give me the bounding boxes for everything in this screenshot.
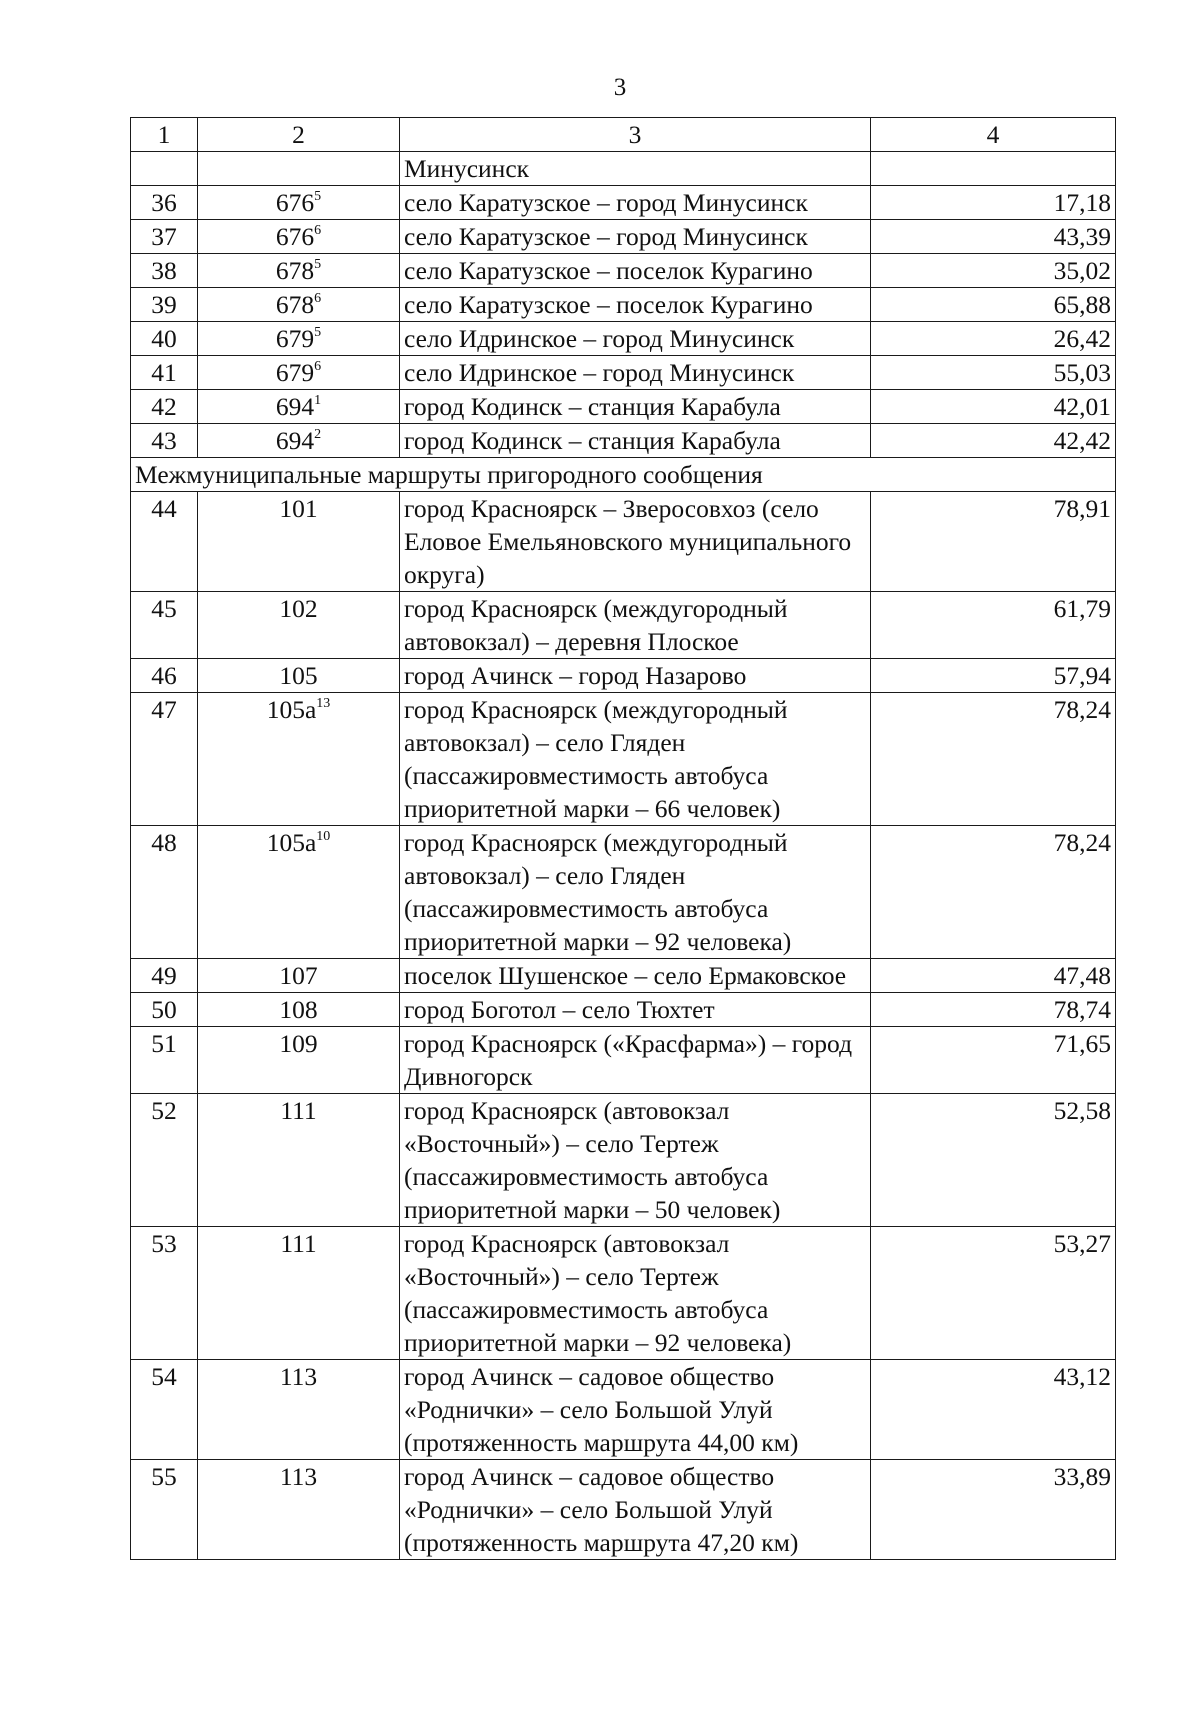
row-number: 36 <box>131 186 198 220</box>
route-superscript: 1 <box>314 393 322 408</box>
route-base: 105а <box>266 828 317 857</box>
route-name: село Каратузское – город Минусинск <box>400 220 871 254</box>
route-number <box>198 1460 400 1560</box>
route-name: село Идринское – город Минусинск <box>400 356 871 390</box>
table-row <box>131 826 1116 959</box>
route-name: город Ачинск – город Назарово <box>400 659 871 693</box>
row-number: 46 <box>131 659 198 693</box>
route-base: 694 <box>275 426 315 455</box>
table-row <box>131 1227 1116 1360</box>
header-cell: 1 <box>131 118 198 152</box>
route-value: 57,94 <box>871 659 1116 693</box>
route-number <box>198 1227 400 1360</box>
route-number <box>198 1027 400 1094</box>
table-row <box>131 592 1116 659</box>
route-base: 102 <box>279 594 318 623</box>
route-value <box>871 152 1116 186</box>
route-number <box>198 1094 400 1227</box>
route-number <box>198 322 400 356</box>
route-superscript: 6 <box>314 291 322 306</box>
route-value: 78,24 <box>871 693 1116 826</box>
route-value: 43,12 <box>871 1360 1116 1460</box>
route-name: город Ачинск – садовое общество «Роднички» – село Большой Улуй (протяженность маршрута 44,00 км) <box>400 1360 871 1460</box>
route-number <box>198 152 400 186</box>
table-row <box>131 1027 1116 1094</box>
route-base: 678 <box>275 256 315 285</box>
route-name: село Каратузское – поселок Курагино <box>400 288 871 322</box>
table-row <box>131 390 1116 424</box>
route-name: село Идринское – город Минусинск <box>400 322 871 356</box>
route-base: 694 <box>275 392 315 421</box>
route-number <box>198 693 400 826</box>
row-number: 43 <box>131 424 198 458</box>
route-superscript: 6 <box>314 359 322 374</box>
row-number: 44 <box>131 492 198 592</box>
route-value: 78,24 <box>871 826 1116 959</box>
table-row <box>131 322 1116 356</box>
route-number <box>198 424 400 458</box>
row-number: 52 <box>131 1094 198 1227</box>
route-value: 33,89 <box>871 1460 1116 1560</box>
row-number: 40 <box>131 322 198 356</box>
route-value: 78,74 <box>871 993 1116 1027</box>
continuation-row <box>131 152 1116 186</box>
route-value: 35,02 <box>871 254 1116 288</box>
route-value: 26,42 <box>871 322 1116 356</box>
route-base: 101 <box>279 494 318 523</box>
route-name: село Каратузское – город Минусинск <box>400 186 871 220</box>
route-base: 676 <box>275 188 315 217</box>
route-base: 676 <box>275 222 315 251</box>
table-row <box>131 1360 1116 1460</box>
route-name: город Кодинск – станция Карабула <box>400 390 871 424</box>
route-number <box>198 220 400 254</box>
table-row <box>131 254 1116 288</box>
route-name: поселок Шушенское – село Ермаковское <box>400 959 871 993</box>
route-value: 47,48 <box>871 959 1116 993</box>
row-number: 49 <box>131 959 198 993</box>
table-row <box>131 356 1116 390</box>
route-name: село Каратузское – поселок Курагино <box>400 254 871 288</box>
route-value: 65,88 <box>871 288 1116 322</box>
route-base: 111 <box>280 1096 317 1125</box>
header-cell: 3 <box>400 118 871 152</box>
route-base: 107 <box>279 961 318 990</box>
row-number <box>131 152 198 186</box>
table-row <box>131 693 1116 826</box>
route-value: 55,03 <box>871 356 1116 390</box>
route-base: 111 <box>280 1229 317 1258</box>
route-superscript: 5 <box>314 257 322 272</box>
row-number: 38 <box>131 254 198 288</box>
route-superscript: 6 <box>314 223 322 238</box>
table-row <box>131 993 1116 1027</box>
table-row <box>131 186 1116 220</box>
row-number: 50 <box>131 993 198 1027</box>
route-name: город Красноярск (автовокзал «Восточный») – село Тертеж (пассажировместимость автобуса приоритетной марки – 50 человек) <box>400 1094 871 1227</box>
route-number <box>198 592 400 659</box>
route-base: 678 <box>275 290 315 319</box>
route-base: 679 <box>275 358 315 387</box>
route-number <box>198 993 400 1027</box>
row-number: 47 <box>131 693 198 826</box>
route-name: город Красноярск – Зверосовхоз (село Еловое Емельяновского муниципального округа) <box>400 492 871 592</box>
route-value: 52,58 <box>871 1094 1116 1227</box>
route-value: 61,79 <box>871 592 1116 659</box>
row-number: 37 <box>131 220 198 254</box>
route-value: 42,42 <box>871 424 1116 458</box>
route-superscript: 13 <box>316 696 331 711</box>
table-row <box>131 424 1116 458</box>
route-name: город Боготол – село Тюхтет <box>400 993 871 1027</box>
route-name: город Красноярск (автовокзал «Восточный») – село Тертеж (пассажировместимость автобуса приоритетной марки – 92 человека) <box>400 1227 871 1360</box>
route-value: 17,18 <box>871 186 1116 220</box>
table-row <box>131 1094 1116 1227</box>
route-value: 43,39 <box>871 220 1116 254</box>
route-base: 109 <box>279 1029 318 1058</box>
route-name: город Красноярск (междугородный автовокзал) – деревня Плоское <box>400 592 871 659</box>
table-row <box>131 959 1116 993</box>
route-name: город Кодинск – станция Карабула <box>400 424 871 458</box>
route-number <box>198 390 400 424</box>
route-base: 679 <box>275 324 315 353</box>
route-value: 78,91 <box>871 492 1116 592</box>
table-row <box>131 220 1116 254</box>
route-superscript: 10 <box>316 829 331 844</box>
table-row <box>131 659 1116 693</box>
route-number <box>198 492 400 592</box>
route-value: 71,65 <box>871 1027 1116 1094</box>
table-row <box>131 1460 1116 1560</box>
route-number <box>198 254 400 288</box>
row-number: 41 <box>131 356 198 390</box>
route-name: город Красноярск (междугородный автовокзал) – село Гляден (пассажировместимость автобуса приоритетной марки – 92 человека) <box>400 826 871 959</box>
route-superscript: 2 <box>314 427 322 442</box>
row-number: 54 <box>131 1360 198 1460</box>
table-row <box>131 288 1116 322</box>
route-superscript: 5 <box>314 325 322 340</box>
table-header-row <box>131 118 1116 152</box>
route-base: 105 <box>279 661 318 690</box>
row-number: 55 <box>131 1460 198 1560</box>
header-cell: 2 <box>198 118 400 152</box>
route-value: 53,27 <box>871 1227 1116 1360</box>
row-number: 42 <box>131 390 198 424</box>
route-number <box>198 1360 400 1460</box>
route-name: город Красноярск (междугородный автовокзал) – село Гляден (пассажировместимость автобуса приоритетной марки – 66 человек) <box>400 693 871 826</box>
row-number: 39 <box>131 288 198 322</box>
route-number <box>198 356 400 390</box>
route-number <box>198 288 400 322</box>
route-base: 113 <box>279 1362 318 1391</box>
route-number <box>198 186 400 220</box>
route-base: 113 <box>279 1462 318 1491</box>
routes-table <box>130 117 1116 1560</box>
section-row <box>131 458 1116 492</box>
section-title: Межмуниципальные маршруты пригородного сообщения <box>131 458 1116 492</box>
route-value: 42,01 <box>871 390 1116 424</box>
row-number: 53 <box>131 1227 198 1360</box>
route-number <box>198 826 400 959</box>
row-number: 45 <box>131 592 198 659</box>
route-name: город Ачинск – садовое общество «Роднички» – село Большой Улуй (протяженность маршрута 47,20 км) <box>400 1460 871 1560</box>
route-number <box>198 659 400 693</box>
route-base: 108 <box>279 995 318 1024</box>
route-base: 105а <box>266 695 317 724</box>
route-number <box>198 959 400 993</box>
row-number: 48 <box>131 826 198 959</box>
route-superscript: 5 <box>314 189 322 204</box>
header-cell: 4 <box>871 118 1116 152</box>
row-number: 51 <box>131 1027 198 1094</box>
table-row <box>131 492 1116 592</box>
page-number: 3 <box>613 74 627 101</box>
route-name: город Красноярск («Красфарма») – город Дивногорск <box>400 1027 871 1094</box>
route-name: Минусинск <box>400 152 871 186</box>
